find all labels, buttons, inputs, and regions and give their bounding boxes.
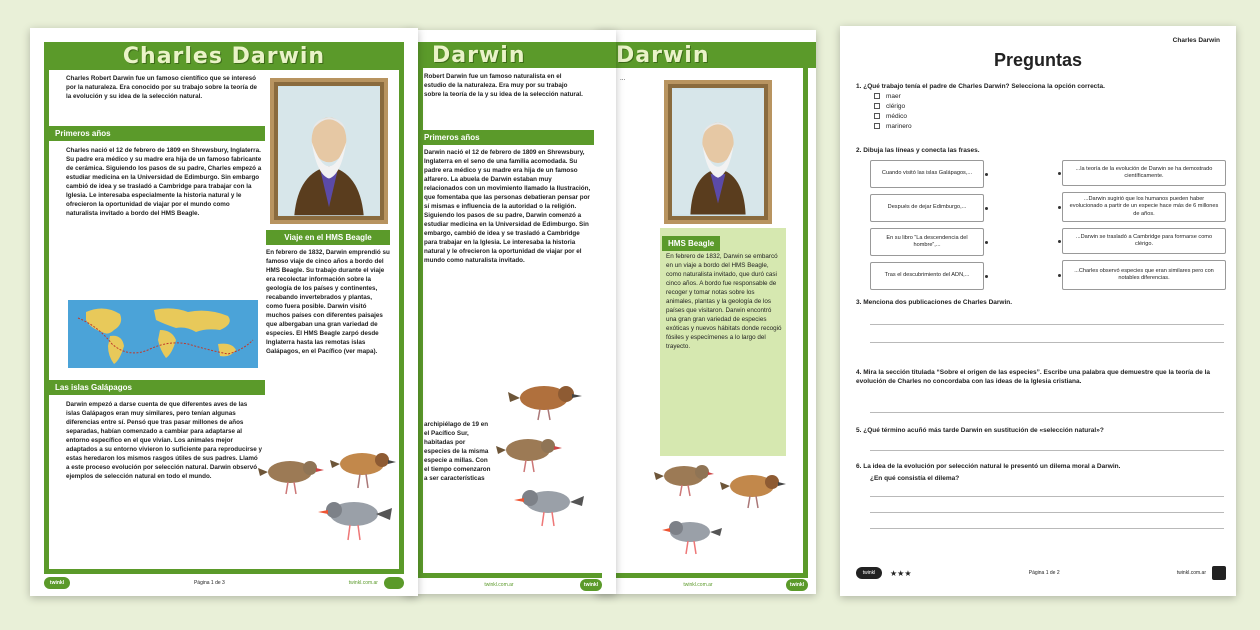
intro-text: ... bbox=[620, 75, 626, 82]
footer-site: twinkl.com.ar bbox=[1176, 570, 1206, 576]
section-text: En febrero de 1832, Darwin emprendió su famoso viaje de cinco años a bordo del HMS Beagle. Su trabajo durante el viaje era recolectar información sobre la geología de los países y continentes, recabando invertebrados y plantas, como fuera posible. Darwin visitó muchos países con diferentes paisajes que albergaban una gran variedad de especies. El HMS Beagle zarpó desde Inglaterra hasta las remotas islas Galápagos, en el Pacífico (ver mapa). bbox=[266, 249, 390, 355]
checkbox[interactable] bbox=[874, 103, 880, 109]
connector-dot[interactable] bbox=[1058, 172, 1061, 175]
finch-bird-icon bbox=[508, 378, 584, 422]
answer-line[interactable] bbox=[870, 324, 1224, 325]
footer-site: twinkl.com.ar bbox=[683, 582, 713, 588]
finch-bird-icon bbox=[496, 432, 566, 474]
match-right-3[interactable]: ...Darwin se trasladó a Cambridge para formarse como clérigo. bbox=[1062, 228, 1226, 254]
page-title: Darwin bbox=[432, 42, 526, 68]
section-heading: Primeros años bbox=[418, 130, 594, 145]
title-bar bbox=[610, 42, 816, 68]
connector-dot[interactable] bbox=[1058, 240, 1061, 243]
darwin-portrait bbox=[270, 78, 388, 224]
section-text: archipiélago de 19 en el Pacífico Sur, habitadas por especies de la misma especie a millas. Con el tiempo comenzaron a ser características bbox=[424, 421, 491, 482]
connector-dot[interactable] bbox=[985, 275, 988, 278]
page-title: Darwin bbox=[616, 42, 710, 68]
question-6-sub: ¿En qué consistía el dilema? bbox=[870, 475, 960, 482]
question-3: 3. Menciona dos publicaciones de Charles Darwin. bbox=[856, 299, 1013, 306]
section-heading: Viaje en el HMS Beagle bbox=[266, 230, 390, 245]
question-5: 5. ¿Qué término acuñó más tarde Darwin en sustitución de «selección natural»? bbox=[856, 427, 1104, 434]
option-row[interactable] bbox=[874, 122, 1074, 132]
page-title: Preguntas bbox=[993, 50, 1083, 70]
answer-line[interactable] bbox=[870, 496, 1224, 497]
twinkl-logo-icon: twinkl bbox=[786, 579, 808, 591]
answer-line[interactable] bbox=[870, 342, 1224, 343]
intro-text: Charles Robert Darwin fue un famoso científico que se interesó por la naturaleza. Era conocido por su trabajo sobre la teoría de la evolución y su idea de la selección natural. bbox=[66, 75, 258, 100]
answer-line[interactable] bbox=[870, 512, 1224, 513]
match-right-1[interactable]: ...la teoría de la evolución de Darwin se ha demostrado científicamente. bbox=[1062, 160, 1226, 186]
badge-icon bbox=[384, 577, 404, 589]
match-left-1[interactable]: Cuando visitó las islas Galápagos,... bbox=[870, 160, 984, 188]
badge-icon bbox=[1212, 566, 1226, 580]
finch-bird-icon bbox=[660, 514, 726, 558]
page-title: Charles Darwin bbox=[122, 43, 326, 69]
page-footer bbox=[44, 574, 404, 592]
option-label: maer bbox=[886, 93, 901, 100]
finch-bird-icon bbox=[316, 494, 394, 542]
questions-page bbox=[840, 26, 1236, 596]
option-label: clérigo bbox=[886, 103, 906, 110]
world-map-icon bbox=[68, 300, 258, 368]
section-text: Charles nació el 12 de febrero de 1809 en Shrewsbury, Inglaterra. Su padre era médico y su madre era hija de un famoso fabricante de cerámica. Siguiendo los pasos de su padre, Charles empezó a estudiar medicina en la Universidad de Edimburgo. Sin embargo cambió de idea y se trasladó a Cambridge para trabajar con la Iglesia. Le interesaba especialmente la historia natural y le ofrecieron la oportunidad de viajar por el mundo como naturalista invitado a bordo del HMS Beagle. bbox=[66, 147, 262, 217]
finch-bird-icon bbox=[330, 446, 400, 490]
page-footer bbox=[856, 564, 1226, 582]
checkbox[interactable] bbox=[874, 113, 880, 119]
question-1-options bbox=[874, 92, 1074, 132]
twinkl-logo-icon: twinkl bbox=[44, 577, 70, 589]
connector-dot[interactable] bbox=[1058, 206, 1061, 209]
section-heading: Primeros años bbox=[49, 126, 265, 141]
option-row[interactable] bbox=[874, 102, 1074, 112]
match-left-4[interactable]: Tras el descubrimiento del ADN,... bbox=[870, 262, 984, 290]
intro-text: Robert Darwin fue un famoso naturalista en el estudio de la naturaleza. Era muy por su trabajo sobre la teoría de la y su idea de la selección natural. bbox=[424, 73, 583, 98]
finch-bird-icon bbox=[258, 454, 328, 496]
twinkl-logo-icon: twinkl bbox=[580, 579, 602, 591]
option-row[interactable] bbox=[874, 112, 1074, 122]
question-6: 6. La idea de la evolución por selección natural le presentó un dilema moral a Darwin. bbox=[856, 463, 1121, 470]
reading-page-1 bbox=[30, 28, 418, 596]
footer-site: twinkl.com.ar bbox=[348, 580, 378, 586]
reading-page-2 bbox=[404, 30, 616, 594]
stars-rating: ★★★ bbox=[890, 568, 912, 578]
match-right-2[interactable]: ...Darwin sugirió que los humanos pueden haber evolucionado a partir de un especie hace más de 6 millones de años. bbox=[1062, 192, 1226, 222]
twinkl-logo-icon: twinkl bbox=[856, 567, 882, 579]
match-left-3[interactable]: En su libro “La descendencia del hombre”,... bbox=[870, 228, 984, 256]
page-footer bbox=[418, 576, 602, 594]
section-heading: Las islas Galápagos bbox=[49, 380, 265, 395]
option-row[interactable] bbox=[874, 92, 1074, 102]
finch-bird-icon bbox=[720, 468, 790, 510]
question-2: 2. Dibuja las líneas y conecta las frases. bbox=[856, 147, 980, 154]
section-text: Darwin empezó a darse cuenta de que diferentes aves de las islas Galápagos eran muy similares, pero tenían algunas diferencias entre sí. Pensó que tras pasar millones de años separadas, habían comenzado a cambiar para adaptarse al entorno específico en el que vivían. Los animales mejor adaptados a su entorno vivieron lo suficiente para reproducirse y estas heredaron los mismos rasgos útiles de sus padres. Llamó a este proceso evolución por selección natural. Darwin observó ejemplos de selección natural en todo el mundo. bbox=[66, 401, 262, 480]
darwin-portrait-icon bbox=[672, 88, 764, 216]
darwin-portrait bbox=[664, 80, 772, 224]
footer-site: twinkl.com.ar bbox=[484, 582, 514, 588]
connector-dot[interactable] bbox=[985, 241, 988, 244]
finch-bird-icon bbox=[512, 482, 588, 528]
checkbox[interactable] bbox=[874, 93, 880, 99]
section-heading: HMS Beagle bbox=[662, 236, 720, 251]
footer-page: Página 1 de 3 bbox=[193, 580, 225, 586]
answer-line[interactable] bbox=[870, 450, 1224, 451]
footer-page: Página 1 de 2 bbox=[1028, 570, 1060, 576]
question-1: 1. ¿Qué trabajo tenía el padre de Charles Darwin? Selecciona la opción correcta. bbox=[856, 83, 1105, 90]
answer-line[interactable] bbox=[870, 412, 1224, 413]
section-text: Darwin nació el 12 de febrero de 1809 en Shrewsbury, Inglaterra en el seno de una familia acomodada. Su padre era médico y su madre era hija de un famoso alfarero. La abuela de Darwin estaban muy relacionados con un movimiento llamado la Ilustración, que fomentaba que las personas debatieran pensar por sí mismas e influencia de la autoridad o la religión. Siguiendo los pasos de su padre, Darwin comenzó a estudiar medicina en la Universidad de Edimburgo. Sin embargo, cambió de idea y se trasladó a Cambridge para trabajar en la Iglesia. Le interesaba la historia natural y le ofrecieron la oportunidad de viajar por el mundo como naturalista invitado. bbox=[424, 149, 591, 264]
checkbox[interactable] bbox=[874, 123, 880, 129]
match-left-2[interactable]: Después de dejar Edimburgo,... bbox=[870, 194, 984, 222]
section-text: En febrero de 1832, Darwin se embarcó en un viaje a bordo del HMS Beagle, como naturalista invitado, que duró casi cinco años. A bordo fue responsable de recoger y tomar notas sobre los animales, plantas y la geología de los países que visitaron. Darwin encontró una gran gran variedad de especies exóticas y nuevos hábitats donde recogió fósiles y especímenes a lo largo del trayecto. bbox=[666, 253, 782, 350]
title-bar bbox=[418, 42, 616, 68]
connector-dot[interactable] bbox=[1058, 274, 1061, 277]
title-bar bbox=[44, 42, 404, 70]
answer-line[interactable] bbox=[870, 528, 1224, 529]
option-label: médico bbox=[886, 113, 907, 120]
connector-dot[interactable] bbox=[985, 173, 988, 176]
match-right-4[interactable]: ...Charles observó especies que eran similares pero con notables diferencias. bbox=[1062, 260, 1226, 290]
reading-page-3 bbox=[596, 30, 816, 594]
finch-bird-icon bbox=[654, 458, 720, 498]
question-4: 4. Mira la sección titulada “Sobre el origen de las especies”. Escribe una palabra que demuestre que la teoría de la evolución de Charles no concordaba con las ideas de la Iglesia cristiana. bbox=[856, 369, 1211, 385]
darwin-portrait-icon bbox=[278, 86, 380, 216]
page-footer bbox=[610, 576, 808, 594]
connector-dot[interactable] bbox=[985, 207, 988, 210]
page-header-label: Charles Darwin bbox=[1172, 37, 1220, 44]
option-label: marinero bbox=[886, 123, 912, 130]
